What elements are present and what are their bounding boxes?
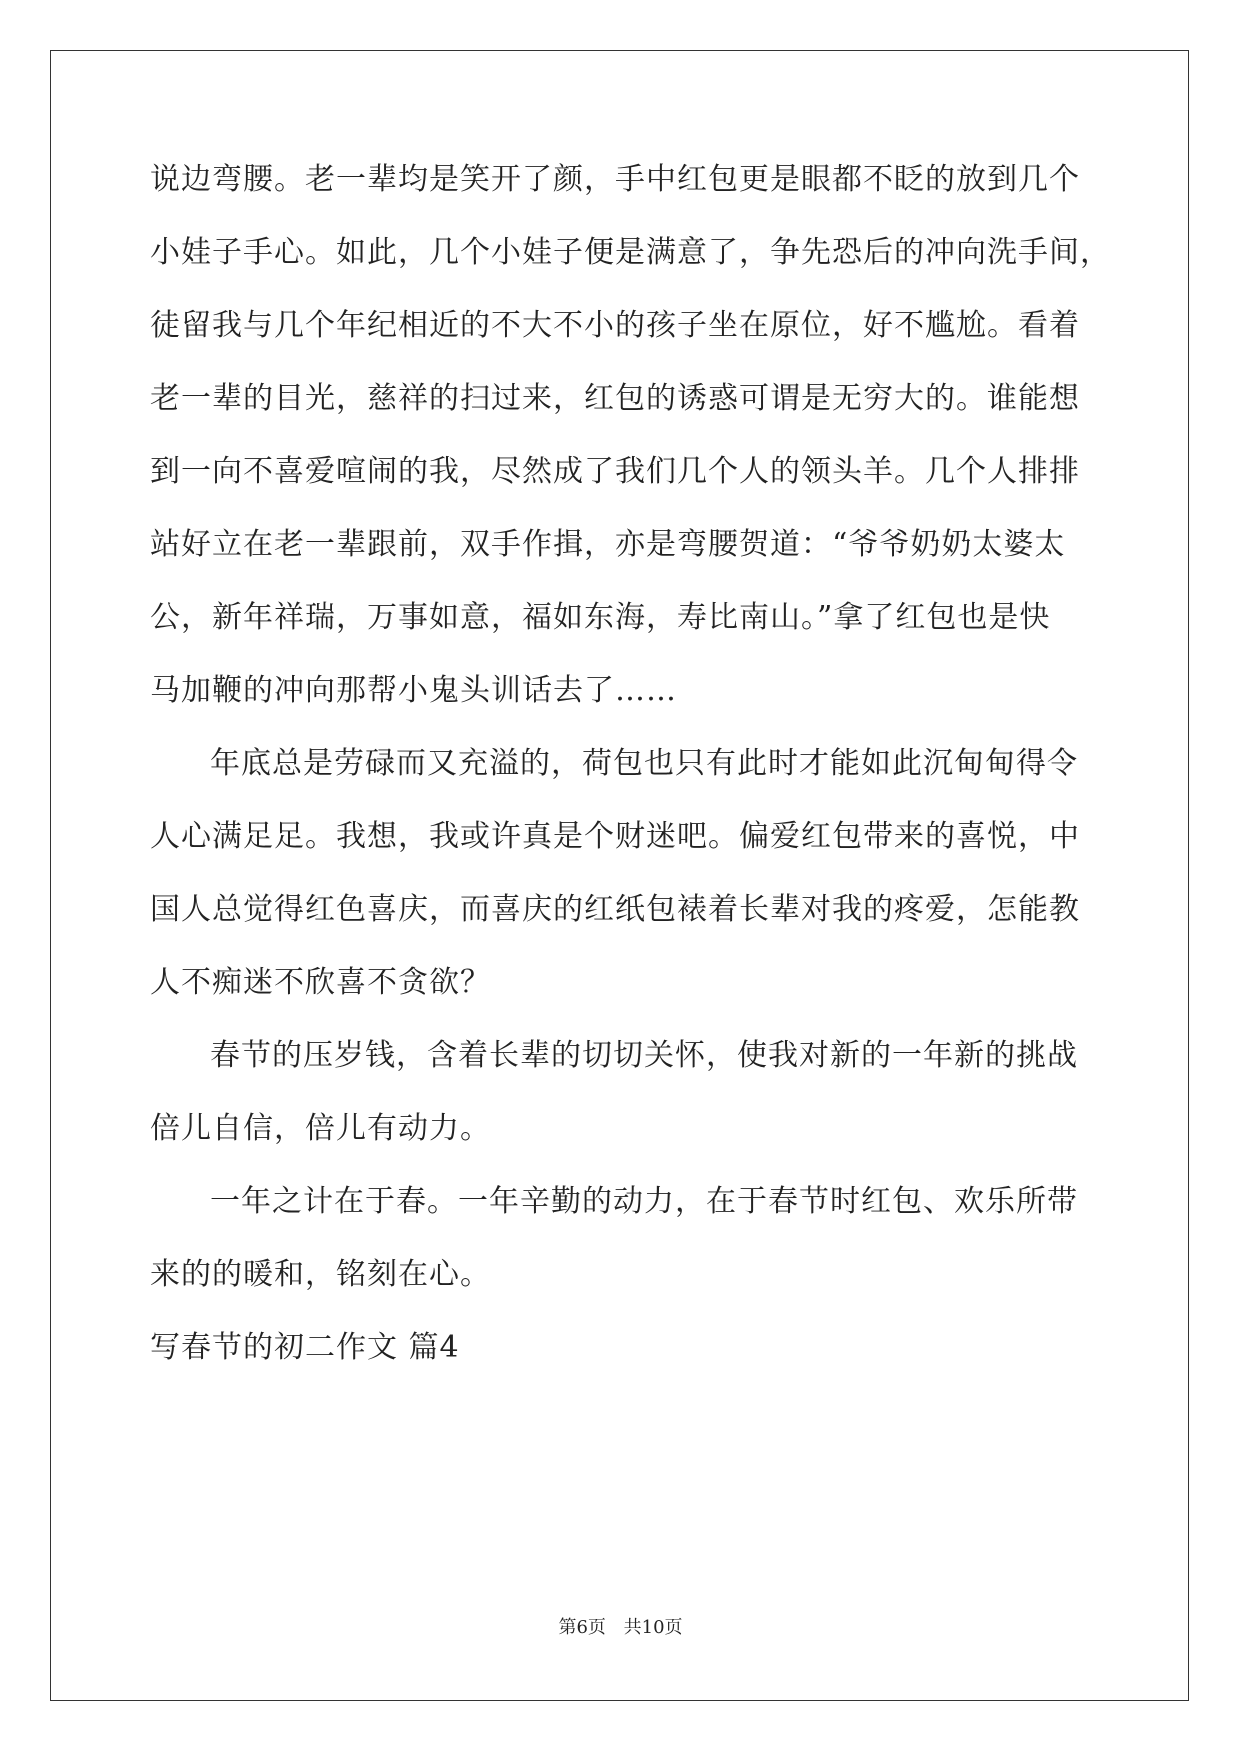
text-line: 站好立在老一辈跟前，双手作揖，亦是弯腰贺道：“爷爷奶奶太婆太: [150, 527, 1066, 562]
page-border: [50, 50, 1189, 1701]
section-heading: 写春节的初二作文 篇4: [150, 1330, 460, 1365]
paragraph-first-line: 春节的压岁钱，含着长辈的切切关怀，使我对新的一年新的挑战: [210, 1038, 1078, 1073]
text-line: 老一辈的目光，慈祥的扫过来，红包的诱惑可谓是无穷大的。谁能想: [150, 381, 1080, 416]
text-line: 马加鞭的冲向那帮小鬼头训话去了……: [150, 673, 677, 708]
text-line: 到一向不喜爱喧闹的我，尽然成了我们几个人的领头羊。几个人排排: [150, 454, 1080, 489]
text-line: 公，新年祥瑞，万事如意，福如东海，寿比南山。”拿了红包也是快: [150, 600, 1051, 635]
text-line: 说边弯腰。老一辈均是笑开了颜，手中红包更是眼都不眨的放到几个: [150, 162, 1080, 197]
text-line: 来的的暖和，铭刻在心。: [150, 1257, 491, 1292]
page-footer: [0, 1616, 1241, 1640]
page-total: 共10页: [623, 1617, 683, 1638]
text-line: 人不痴迷不欣喜不贪欲？: [150, 965, 491, 1000]
paragraph-first-line: 年底总是劳碌而又充溢的，荷包也只有此时才能如此沉甸甸得令: [210, 746, 1078, 781]
text-line: 国人总觉得红色喜庆，而喜庆的红纸包裱着长辈对我的疼爱，怎能教: [150, 892, 1080, 927]
page-number: 第6页: [558, 1617, 606, 1638]
paragraph-first-line: 一年之计在于春。一年辛勤的动力，在于春节时红包、欢乐所带: [210, 1184, 1078, 1219]
text-line: 倍儿自信，倍儿有动力。: [150, 1111, 491, 1146]
text-line: 人心满足足。我想，我或许真是个财迷吧。偏爱红包带来的喜悦，中: [150, 819, 1080, 854]
text-line: 徒留我与几个年纪相近的不大不小的孩子坐在原位，好不尴尬。看着: [150, 308, 1080, 343]
text-line: 小娃子手心。如此，几个小娃子便是满意了，争先恐后的冲向洗手间，: [150, 235, 1111, 270]
